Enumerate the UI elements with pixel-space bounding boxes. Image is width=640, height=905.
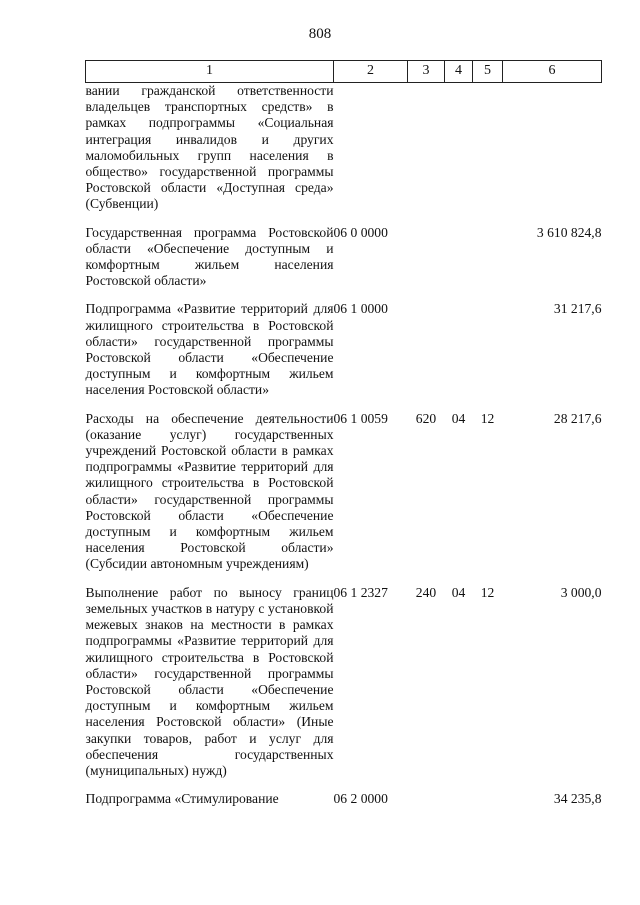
row-section (445, 301, 473, 398)
page-number: 808 (308, 26, 332, 42)
row-expense-type (408, 225, 445, 290)
row-code: 06 1 0059 (333, 410, 388, 426)
row-subsection (473, 225, 503, 290)
row-amount: 28 217,6 (553, 410, 602, 426)
row-subsection (473, 791, 503, 807)
row-name: Расходы на обеспечение деятельности (оказание услуг) государственных учреждений Ростовской области в рамках подпрограммы «Развитие территорий для жилищного строительства в Ростовской области» государственной программы Ростовской области «Обеспечение доступным и комфортным жильем населения Ростовской области» (Субсидии автономным учреждениям) (85, 410, 334, 572)
row-expense-type (408, 301, 445, 398)
table-row (86, 411, 602, 573)
header-col-6: 6 (503, 61, 602, 83)
row-name: Подпрограмма «Стимулирование (85, 791, 279, 807)
row-expense-type (408, 83, 445, 213)
budget-table (85, 60, 602, 807)
row-code: 06 0 0000 (333, 224, 388, 240)
table-row (86, 225, 602, 290)
row-code: 06 2 0000 (333, 791, 388, 807)
row-subsection (473, 301, 503, 398)
row-name: Выполнение работ по выносу границ земельных участков в натуру с установкой межевых знаков на местности в рамках подпрограммы «Развитие территорий для жилищного строительства в Ростовской области» государственной программы Ростовской области «Обеспечение доступным и комфортным жильем населения Ростовской области» (Иные закупки товаров, работ и услуг для обеспечения государственных (муниципальных) нужд) (85, 584, 334, 778)
row-amount: 3 000,0 (560, 584, 602, 600)
row-section (445, 83, 473, 213)
header-col-2: 2 (334, 61, 408, 83)
row-expense-type: 620 (415, 410, 437, 426)
row-code: 06 1 0000 (333, 301, 388, 317)
row-expense-type: 240 (415, 584, 437, 600)
row-section (445, 791, 473, 807)
table-row (86, 791, 602, 807)
row-subsection: 12 (480, 584, 495, 600)
header-col-3: 3 (408, 61, 445, 83)
header-col-1: 1 (86, 61, 334, 83)
header-col-5: 5 (473, 61, 503, 83)
row-name: вании гражданской ответственности владельцев транспортных средств» в рамках подпрограммы «Социальная интеграция инвалидов и других маломобильных групп населения в общество» государственной программы Ростовской области «Доступная среда» (Субвенции) (85, 83, 334, 212)
table-row (86, 83, 602, 213)
row-expense-type (408, 791, 445, 807)
header-col-4: 4 (445, 61, 473, 83)
row-code: 06 1 2327 (333, 584, 388, 600)
row-name: Подпрограмма «Развитие территорий для жилищного строительства в Ростовской области» государственной программы Ростовской области «Обеспечение доступным и комфортным жильем населения Ростовской области» (85, 301, 334, 398)
table-row (86, 301, 602, 398)
row-section: 04 (451, 410, 466, 426)
row-code (334, 83, 408, 213)
table-row (86, 585, 602, 779)
row-subsection: 12 (480, 410, 495, 426)
row-amount: 3 610 824,8 (536, 224, 602, 240)
row-section (445, 225, 473, 290)
row-name: Государственная программа Ростовской области «Обеспечение доступным и комфортным жильем населения Ростовской области» (85, 224, 334, 289)
row-amount (503, 83, 602, 213)
row-amount: 34 235,8 (553, 791, 602, 807)
row-section: 04 (451, 584, 466, 600)
table-header (86, 61, 602, 83)
row-amount: 31 217,6 (553, 301, 602, 317)
row-subsection (473, 83, 503, 213)
